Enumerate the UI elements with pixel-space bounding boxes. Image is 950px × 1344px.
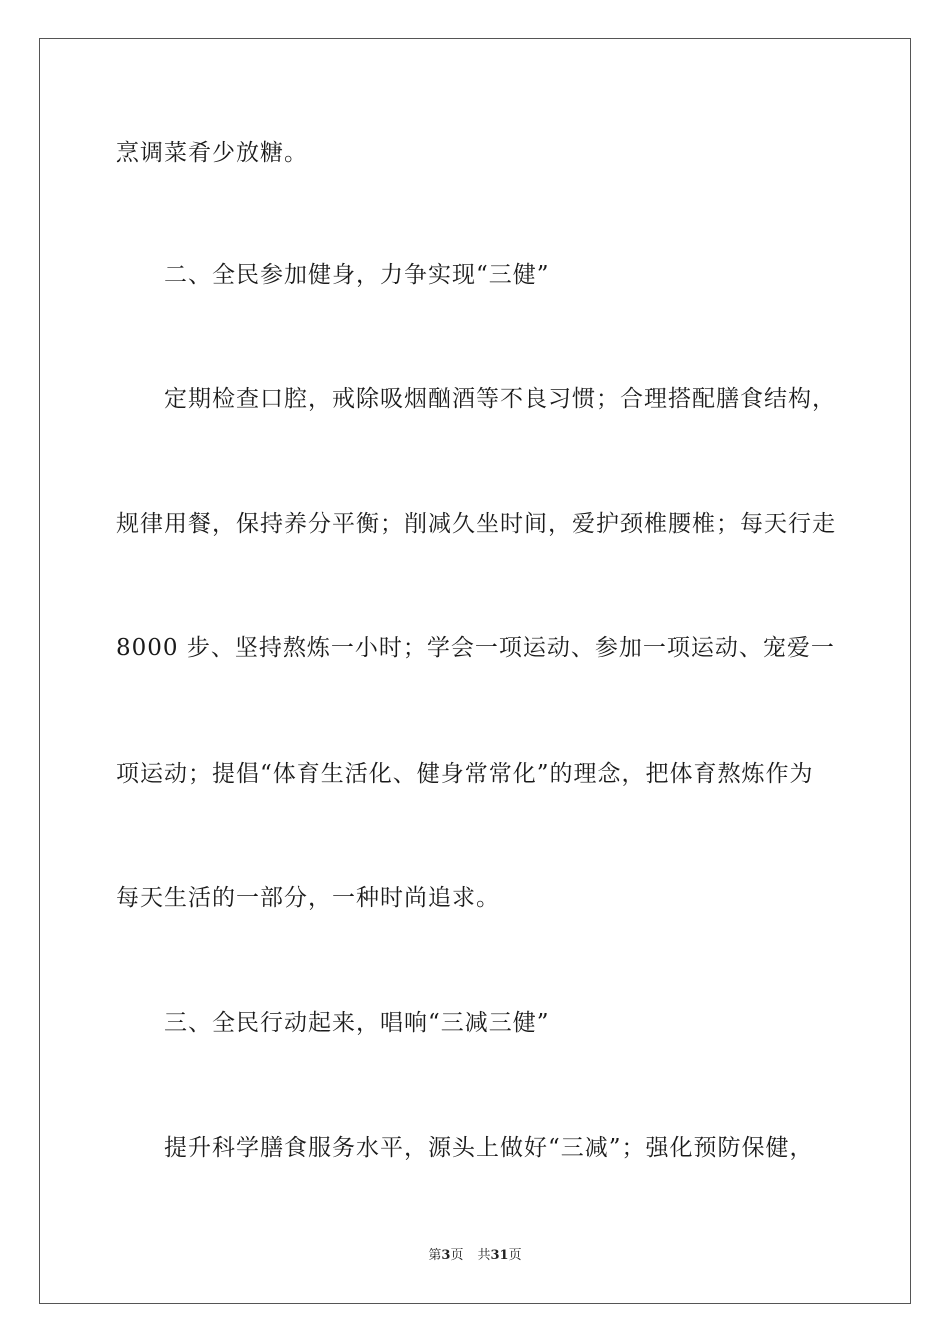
body-line-4: 8000 步、坚持熬炼一小时；学会一项运动、参加一项运动、宠爱一: [116, 635, 835, 661]
body-line-6: 每天生活的一部分，一种时尚追求。: [116, 885, 500, 911]
footer-page-number: 3: [441, 1248, 451, 1263]
footer-page-suffix: 页: [450, 1248, 464, 1263]
footer-total-suffix: 页: [508, 1248, 522, 1263]
body-line-7: 提升科学膳食服务水平，源头上做好“三减”；强化预防保健，: [164, 1135, 814, 1161]
body-line-1: 烹调菜肴少放糖。: [116, 140, 308, 166]
body-line-2: 定期检查口腔，戒除吸烟酗酒等不良习惯；合理搭配膳食结构，: [164, 386, 836, 412]
section-heading-2: 二、全民参加健身，力争实现“三健”: [164, 262, 550, 288]
footer-total-pages: 31: [490, 1248, 509, 1263]
body-line-5: 项运动；提倡“体育生活化、健身常常化”的理念，把体育熬炼作为: [116, 761, 814, 787]
body-line-3: 规律用餐，保持养分平衡；削减久坐时间，爱护颈椎腰椎；每天行走: [116, 511, 836, 537]
footer-total-prefix: 共: [477, 1248, 491, 1263]
page-border: [39, 38, 911, 1304]
page-footer: [0, 1247, 950, 1265]
footer-page-prefix: 第: [428, 1248, 442, 1263]
section-heading-3: 三、全民行动起来，唱响“三减三健”: [164, 1010, 550, 1036]
